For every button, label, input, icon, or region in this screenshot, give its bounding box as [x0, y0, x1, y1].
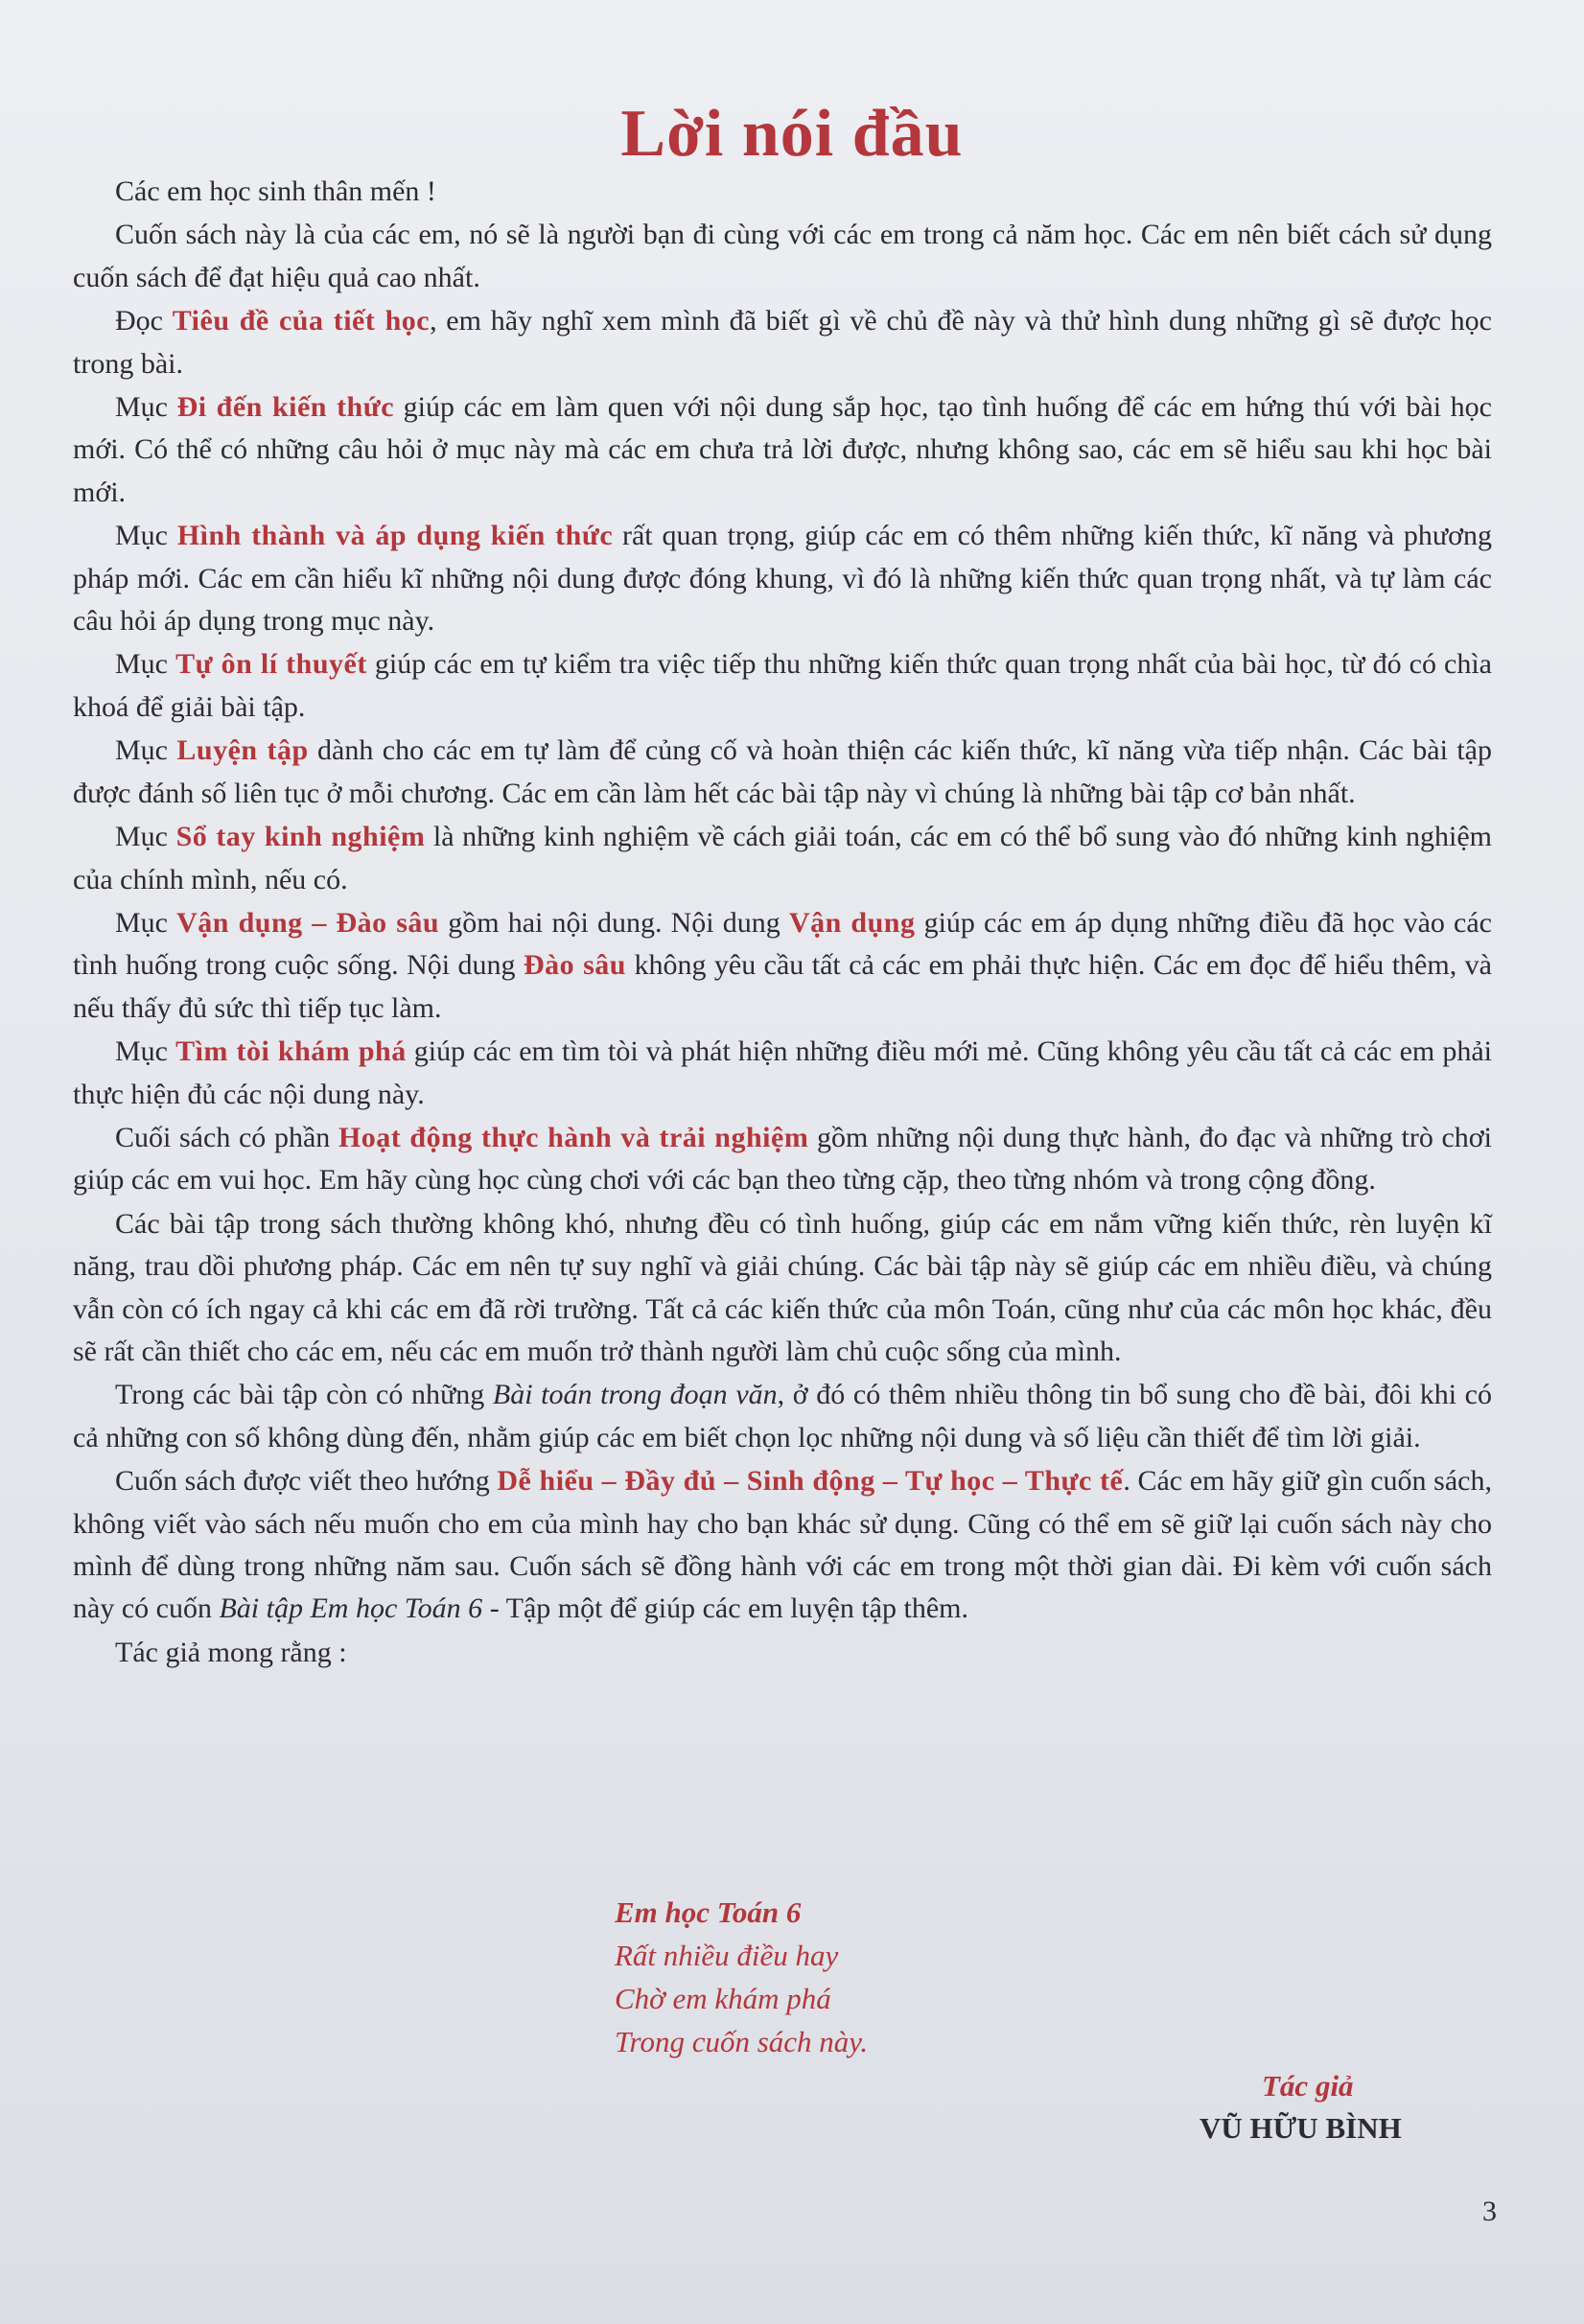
text-run: Mục	[115, 734, 177, 767]
paragraph	[73, 643, 1492, 729]
text-run: Mục	[115, 648, 176, 681]
paragraph	[73, 386, 1492, 514]
text-run: Đọc	[115, 305, 173, 337]
paragraph	[73, 1460, 1492, 1631]
paragraph	[73, 214, 1492, 299]
poem-line: Chờ em khám phá	[615, 1982, 831, 2015]
highlighted-term: Tiêu đề của tiết học	[172, 305, 431, 337]
paragraph	[73, 730, 1492, 815]
text-run: rất quan trọng, giúp các em có thêm những kiến thức, kĩ năng và phương pháp mới. Các em cần hiểu kĩ những nội dung được đóng khung, vì đó là những kiến thức quan trọng nhất, và tự làm các câu hỏi áp dụng trong mục này.	[73, 520, 1492, 638]
text-run: dành cho các em tự làm để củng cố và hoàn thiện các kiến thức, kĩ năng vừa tiếp nhận. Các bài tập được đánh số liên tục ở mỗi chương. Các em cần làm hết các bài tập này vì chúng là những bài tập cơ bản nhất.	[73, 734, 1492, 809]
text-run: Cuốn sách này là của các em, nó sẽ là người bạn đi cùng với các em trong cả năm học. Các em nên biết cách sử dụng cuốn sách để đạt hiệu quả cao nhất.	[73, 219, 1492, 293]
paragraph	[73, 1117, 1492, 1202]
text-run: , ở đó có thêm nhiều thông tin bổ sung cho đề bài, đôi khi có cả những con số không dùng đến, nhằm giúp các em biết chọn lọc những nội dung và số liệu cần thiết để tìm lời giải.	[73, 1379, 1492, 1453]
highlighted-term: Luyện tập	[176, 734, 309, 767]
text-run: Mục	[115, 1035, 176, 1068]
highlighted-term: Dễ hiểu – Đầy đủ – Sinh động – Tự học – Thực tế	[497, 1465, 1124, 1498]
poem-line: Em học Toán 6	[615, 1895, 802, 1929]
preface-body	[73, 171, 1492, 1675]
text-run: giúp các em làm quen với nội dung sắp học, tạo tình huống để các em hứng thú với bài học mới. Có thể có những câu hỏi ở mục này mà các em chưa trả lời được, nhưng không sao, các em sẽ hiểu sau khi học bài mới.	[73, 391, 1492, 508]
paragraph	[73, 1203, 1492, 1374]
text-run: không yêu cầu tất cả các em phải thực hiện. Các em đọc để hiểu thêm, và nếu thấy đủ sức thì tiếp tục làm.	[73, 949, 1492, 1024]
highlighted-term: Đào sâu	[524, 949, 626, 982]
paragraph	[73, 1031, 1492, 1116]
highlighted-term: Vận dụng – Đào sâu	[176, 906, 440, 939]
text-run: Các bài tập trong sách thường không khó, nhưng đều có tình huống, giúp các em nắm vững kiến thức, rèn luyện kĩ năng, trau dồi phương pháp. Các em nên tự suy nghĩ và giải chúng. Các bài tập này sẽ giúp các em nhiều điều, và chúng vẫn còn có ích ngay cả khi các em đã rời trường. Tất cả các kiến thức của môn Toán, cũng như của các môn học khác, đều sẽ rất cần thiết cho các em, nếu các em muốn trở thành người làm chủ cuộc sống của mình.	[73, 1207, 1492, 1367]
italic-text: Bài tập Em học Toán 6	[219, 1592, 483, 1625]
signature-role: Tác giả	[1262, 2069, 1354, 2103]
page-title: Lời nói đầu	[620, 97, 964, 171]
text-run: - Tập một để giúp các em luyện tập thêm.	[482, 1592, 968, 1625]
text-run: Các em học sinh thân mến !	[115, 175, 436, 207]
poem	[615, 1891, 868, 2063]
paragraph	[73, 515, 1492, 642]
text-run: Trong các bài tập còn có những	[115, 1379, 493, 1411]
text-run: . Các em hãy giữ gìn cuốn sách, không viết vào sách nếu muốn cho em của mình hay cho bạn khác sử dụng. Cũng có thể em sẽ giữ lại cuốn sách này cho mình để dùng trong những năm sau. Cuốn sách sẽ đồng hành với các em trong một thời gian dài. Đi kèm với cuốn sách này có cuốn	[73, 1465, 1492, 1625]
highlighted-term: Sổ tay kinh nghiệm	[175, 821, 426, 853]
text-run: Cuối sách có phần	[115, 1121, 338, 1153]
highlighted-term: Vận dụng	[788, 906, 916, 939]
paragraph	[73, 171, 1492, 213]
highlighted-term: Hình thành và áp dụng kiến thức	[176, 520, 614, 552]
highlighted-term: Đi đến kiến thức	[176, 391, 395, 424]
text-run: , em hãy nghĩ xem mình đã biết gì về chủ đề này và thử hình dung những gì sẽ được học trong bài.	[73, 305, 1493, 380]
text-run: gồm những nội dung thực hành, đo đạc và những trò chơi giúp các em vui học. Em hãy cùng học cùng chơi với các bạn theo từng cặp, theo từng nhóm và trong cộng đồng.	[73, 1121, 1492, 1197]
text-run: Mục	[115, 821, 176, 853]
poem-line: Trong cuốn sách này.	[615, 2025, 869, 2058]
author-name: VŨ HỮU BÌNH	[1200, 2111, 1402, 2145]
text-run: Mục	[115, 906, 177, 939]
highlighted-term: Hoạt động thực hành và trải nghiệm	[338, 1121, 809, 1153]
paragraph	[73, 1374, 1492, 1459]
text-run: giúp các em tìm tòi và phát hiện những điều mới mẻ. Cũng không yêu cầu tất cả các em phải thực hiện đủ các nội dung này.	[73, 1035, 1492, 1110]
text-run: Cuốn sách được viết theo hướng	[115, 1465, 498, 1498]
highlighted-term: Tự ôn lí thuyết	[175, 648, 367, 681]
text-run: giúp các em tự kiểm tra việc tiếp thu những kiến thức quan trọng nhất của bài học, từ đó có chìa khoá để giải bài tập.	[73, 648, 1492, 723]
paragraph	[73, 816, 1492, 901]
poem-line: Rất nhiều điều hay	[615, 1939, 839, 1972]
highlighted-term: Tìm tòi khám phá	[175, 1035, 407, 1068]
text-run: Tác giả mong rằng :	[115, 1636, 347, 1668]
text-run: là những kinh nghiệm về cách giải toán, các em có thể bổ sung vào đó những kinh nghiệm của chính mình, nếu có.	[73, 821, 1492, 895]
text-run: gồm hai nội dung. Nội dung	[439, 906, 789, 939]
paragraph	[73, 300, 1492, 385]
italic-text: Bài toán trong đoạn văn	[492, 1379, 778, 1411]
text-run: Mục	[115, 520, 177, 552]
paragraph	[73, 902, 1492, 1030]
text-run: giúp các em áp dụng những điều đã học vào các tình huống trong cuộc sống. Nội dung	[73, 906, 1492, 982]
page-number: 3	[1482, 2196, 1497, 2227]
text-run: Mục	[115, 391, 177, 424]
paragraph	[73, 1632, 1492, 1674]
